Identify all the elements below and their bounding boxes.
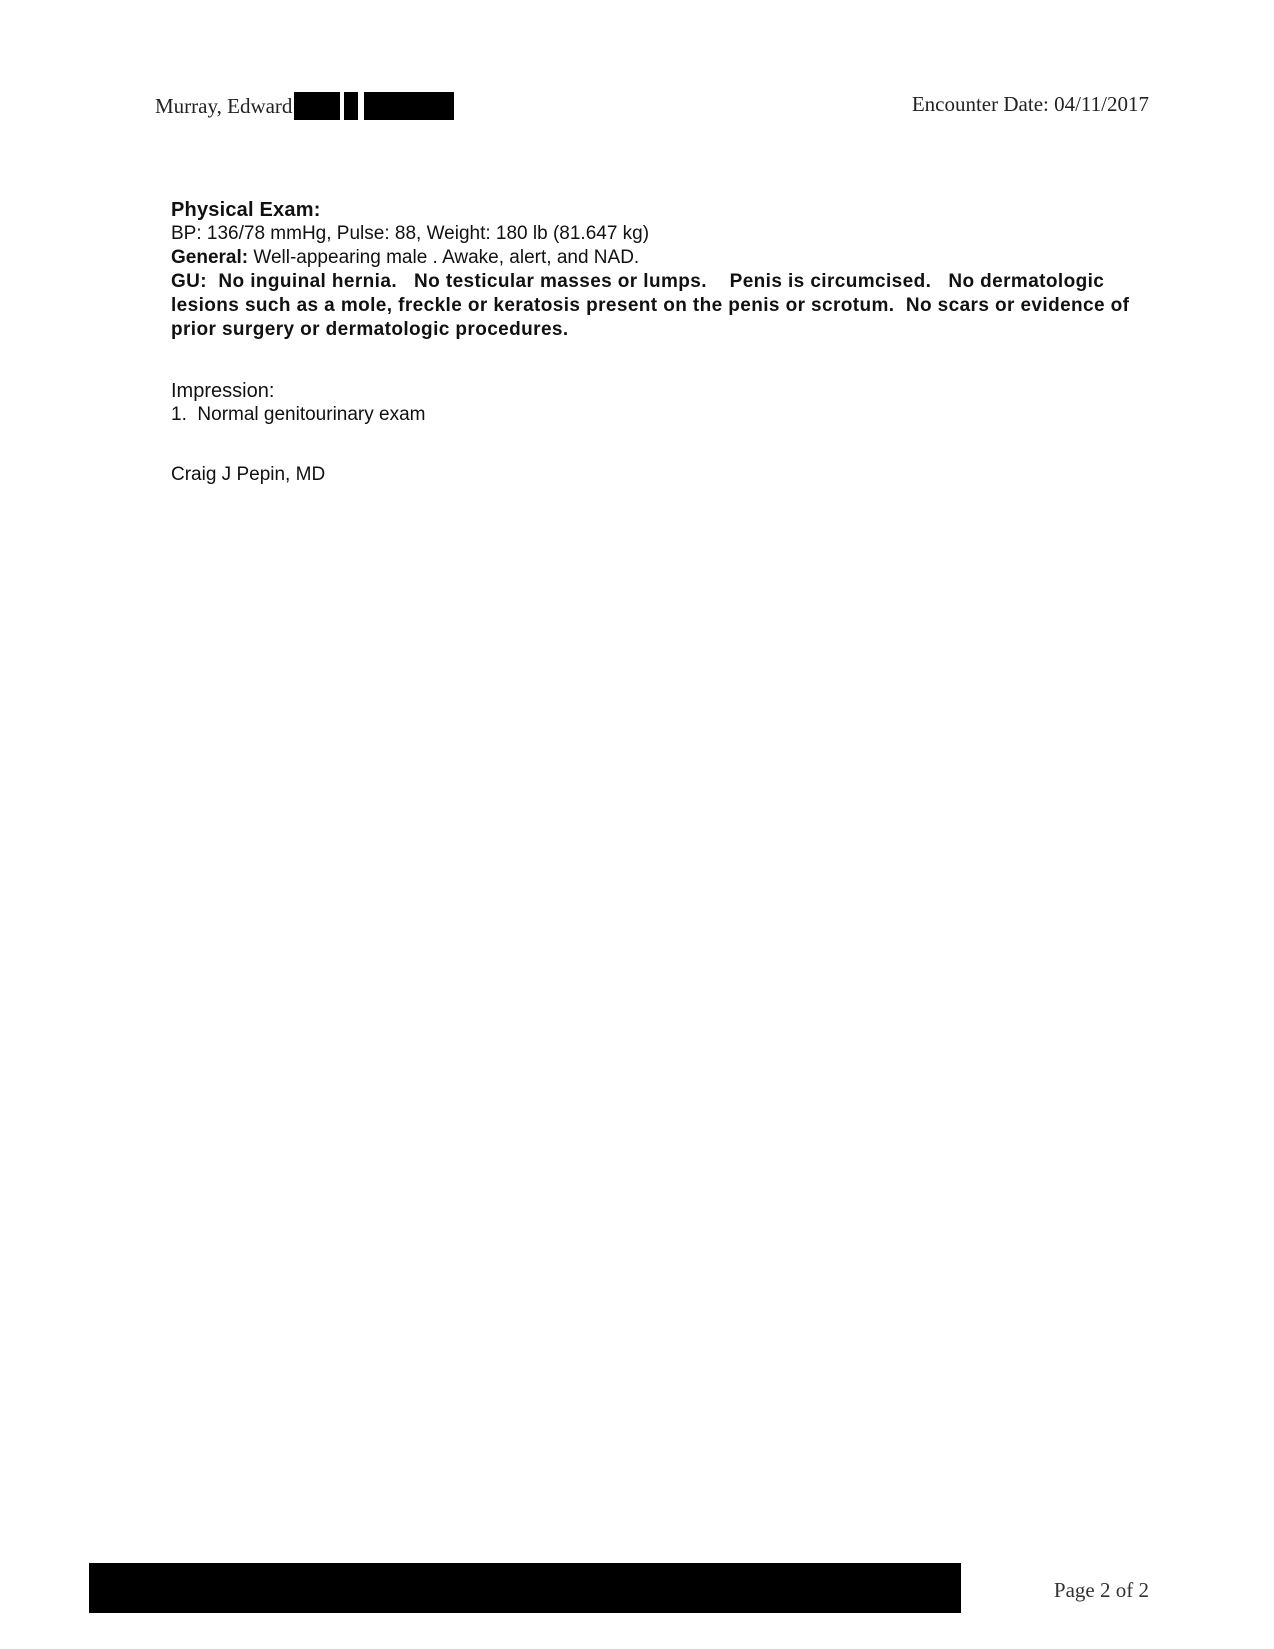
page-number: Page 2 of 2 (1053, 1578, 1149, 1602)
encounter-date: Encounter Date: 04/11/2017 (911, 92, 1149, 116)
redaction-block (344, 92, 358, 120)
gu-findings: GU: No inguinal hernia. No testicular masses or lumps. Penis is circumcised. No dermatologic lesions such as a mole, freckle or keratosis present on the penis or scrotum. No scars or evidence of prior surgery or dermatologic procedures. (171, 271, 1136, 340)
redaction-block (294, 92, 340, 120)
physician-signature: Craig J Pepin, MD (171, 464, 326, 485)
physical-exam-title: Physical Exam: (171, 199, 321, 221)
redaction-block (364, 92, 454, 120)
redaction-bar (89, 1563, 961, 1613)
vitals-line: BP: 136/78 mmHg, Pulse: 88, Weight: 180 lb (81.647 kg) (171, 223, 650, 244)
document-body (171, 198, 1136, 487)
patient-header (155, 92, 454, 120)
general-label: General: (171, 247, 249, 268)
impression-item: 1. Normal genitourinary exam (171, 404, 426, 425)
general-line (171, 246, 1131, 270)
impression-title: Impression: (171, 380, 275, 402)
general-text: Well-appearing male . Awake, alert, and NAD. (248, 247, 640, 268)
patient-name: Murray, Edward (155, 93, 293, 118)
